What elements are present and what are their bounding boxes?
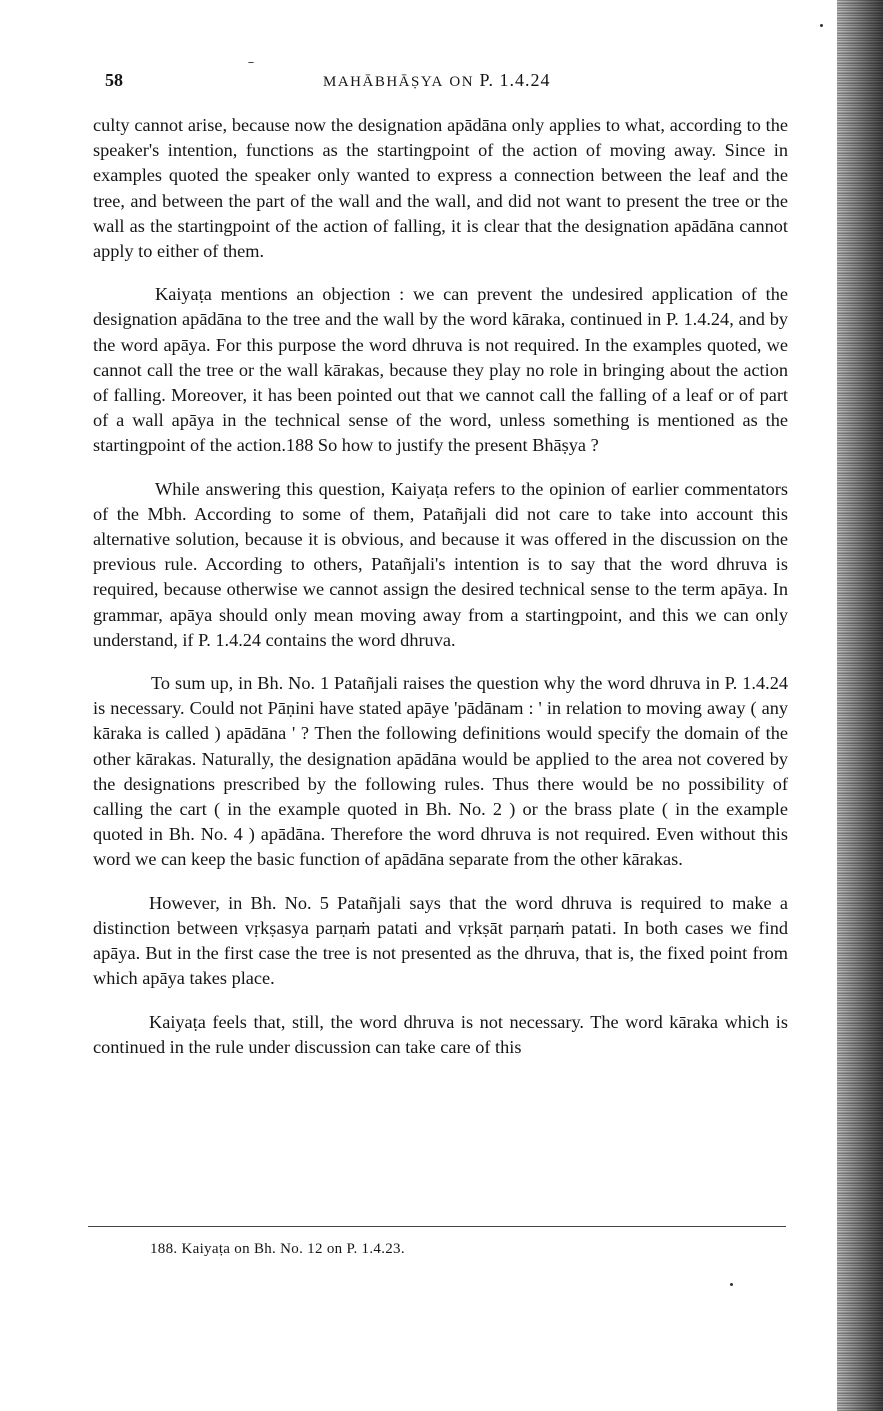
paragraph-4: To sum up, in Bh. No. 1 Patañjali raises the question why the word dhruva in P. 1.4.24 is necessary. Could not Pāṇini have stated apāye 'pādānam : ' in relation to moving away ( any kāraka is called ) apādāna ' ? Then the following definitions would specify the domain of the other kārakas. Naturally, the designation apādāna would be applied to the area not covered by the designations prescribed by the following rules. Thus there would be no possibility of calling the cart ( in the example quoted in Bh. No. 2 ) or the brass plate ( in the example quoted in Bh. No. 4 ) apādāna. Therefore the word dhruva is not required. Even without this word we can keep the basic function of apādāna separate from the other kārakas. bbox=[93, 673, 788, 870]
footnote-rule bbox=[88, 1226, 786, 1227]
paragraph-2: Kaiyaṭa mentions an objection : we can prevent the undesired application of the designation apādāna to the tree and the wall by the word kāraka, continued in P. 1.4.24, and by the word apāya. For this purpose the word dhruva is not required. In the examples quoted, we cannot call the tree or the wall kārakas, because they play no role in bringing about the action of falling. Moreover, it has been pointed out that we cannot call the falling of a leaf or of part of a wall apāya in the technical sense of the word, unless something is mentioned as the startingpoint of the action.188 So how to justify the present Bhāṣya ? bbox=[93, 284, 788, 456]
scan-speck bbox=[248, 62, 254, 63]
running-head: MAHĀBHĀṢYA ON P. 1.4.24 bbox=[323, 70, 551, 90]
scan-speck bbox=[820, 24, 823, 27]
page-number: 58 bbox=[105, 70, 123, 90]
paragraph-3: While answering this question, Kaiyaṭa refers to the opinion of earlier commentators of the Mbh. According to some of them, Patañjali did not care to take into account this alternative solution, because it is obvious, and because it was offered in the discussion on the previous rule. According to others, Patañjali's intention is to say that the word dhruva is required, because otherwise we cannot assign the desired technical sense to the term apāya. In grammar, apāya should only mean moving away from a startingpoint, and this we can only understand, if P. 1.4.24 contains the word dhruva. bbox=[93, 478, 788, 650]
scan-speck bbox=[730, 1283, 733, 1286]
page-header bbox=[93, 70, 788, 98]
paragraph-1: culty cannot arise, because now the designation apādāna only applies to what, according to the speaker's intention, functions as the startingpoint of the action of moving away. Since in examples quoted the speaker only wanted to express a connection between the leaf and the tree, and between the part of the wall and the wall, and did not want to present the tree or the wall as the startingpoint of the action of falling, it is clear that the designation apādāna cannot apply to either of them. bbox=[93, 115, 788, 262]
paragraph-6: Kaiyaṭa feels that, still, the word dhruva is not necessary. The word kāraka which is continued in the rule under discussion can take care of this bbox=[93, 1011, 788, 1057]
paragraph-5: However, in Bh. No. 5 Patañjali says that the word dhruva is required to make a distinction between vṛkṣasya parṇaṁ patati and vṛkṣāt parṇaṁ patati. In both cases we find apāya. But in the first case the tree is not presented as the dhruva, that is, the fixed point from which apāya takes place. bbox=[93, 892, 788, 989]
footnote: 188. Kaiyaṭa on Bh. No. 12 on P. 1.4.23. bbox=[150, 1241, 405, 1257]
scanned-page-edge bbox=[837, 0, 883, 1411]
body-text bbox=[93, 113, 788, 1060]
